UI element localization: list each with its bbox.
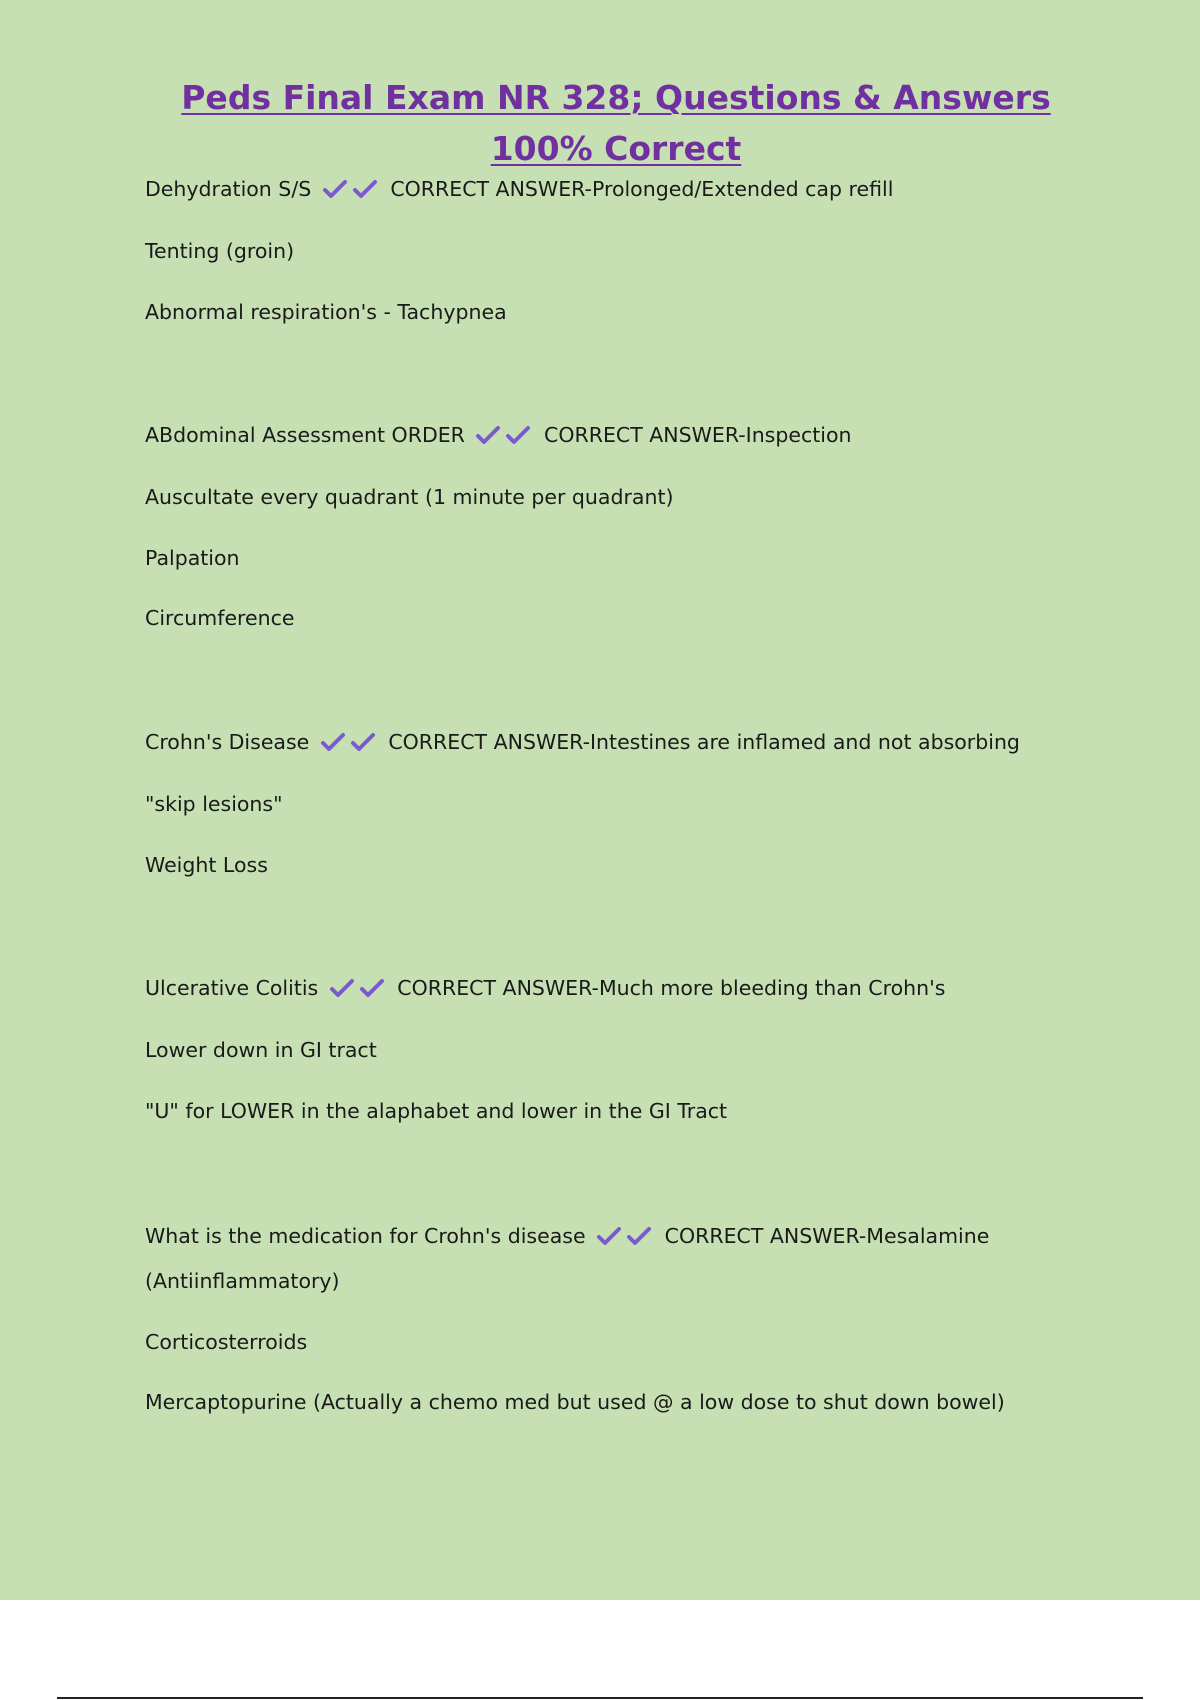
question-text: Dehydration S/S [145, 177, 312, 201]
question-line [145, 1221, 989, 1251]
question-text: Crohn's Disease [145, 730, 310, 754]
answer-text: CORRECT ANSWER-Mesalamine [664, 1224, 990, 1248]
detail-line: (Antiinflammatory) [145, 1269, 340, 1293]
footer-divider [57, 1697, 1143, 1699]
answer-text: CORRECT ANSWER-Inspection [544, 423, 852, 447]
detail-line: "U" for LOWER in the alaphabet and lower in the GI Tract [145, 1099, 728, 1123]
question-line [145, 727, 1020, 757]
check-mark-icon [322, 178, 348, 200]
answer-text: CORRECT ANSWER-Much more bleeding than Crohn's [397, 976, 946, 1000]
question-text: Ulcerative Colitis [145, 976, 319, 1000]
detail-line: Lower down in GI tract [145, 1038, 377, 1062]
check-mark-icon [329, 977, 355, 999]
detail-line: Auscultate every quadrant (1 minute per quadrant) [145, 485, 674, 509]
check-mark-icon [359, 977, 385, 999]
question-line [145, 973, 945, 1003]
detail-line: Weight Loss [145, 853, 268, 877]
detail-line: "skip lesions" [145, 792, 283, 816]
question-line [145, 420, 852, 450]
check-mark-icon [596, 1225, 622, 1247]
check-mark-icon [350, 731, 376, 753]
check-mark-icon [320, 731, 346, 753]
detail-line: Circumference [145, 606, 295, 630]
detail-line: Tenting (groin) [145, 239, 295, 263]
answer-text: CORRECT ANSWER-Prolonged/Extended cap refill [390, 177, 894, 201]
question-line [145, 174, 893, 204]
check-mark-icon [626, 1225, 652, 1247]
check-mark-icon [505, 424, 531, 446]
detail-line: Palpation [145, 546, 240, 570]
answer-text: CORRECT ANSWER-Intestines are inflamed and not absorbing [388, 730, 1020, 754]
detail-line: Mercaptopurine (Actually a chemo med but used @ a low dose to shut down bowel) [145, 1390, 1005, 1414]
check-mark-icon [352, 178, 378, 200]
detail-line: Corticosterroids [145, 1330, 308, 1354]
check-mark-icon [475, 424, 501, 446]
detail-line: Abnormal respiration's - Tachypnea [145, 300, 507, 324]
document-title: Peds Final Exam NR 328; Questions & Answers 100% Correct [181, 78, 1051, 168]
question-text: What is the medication for Crohn's disease [145, 1224, 586, 1248]
question-text: ABdominal Assessment ORDER [145, 423, 465, 447]
